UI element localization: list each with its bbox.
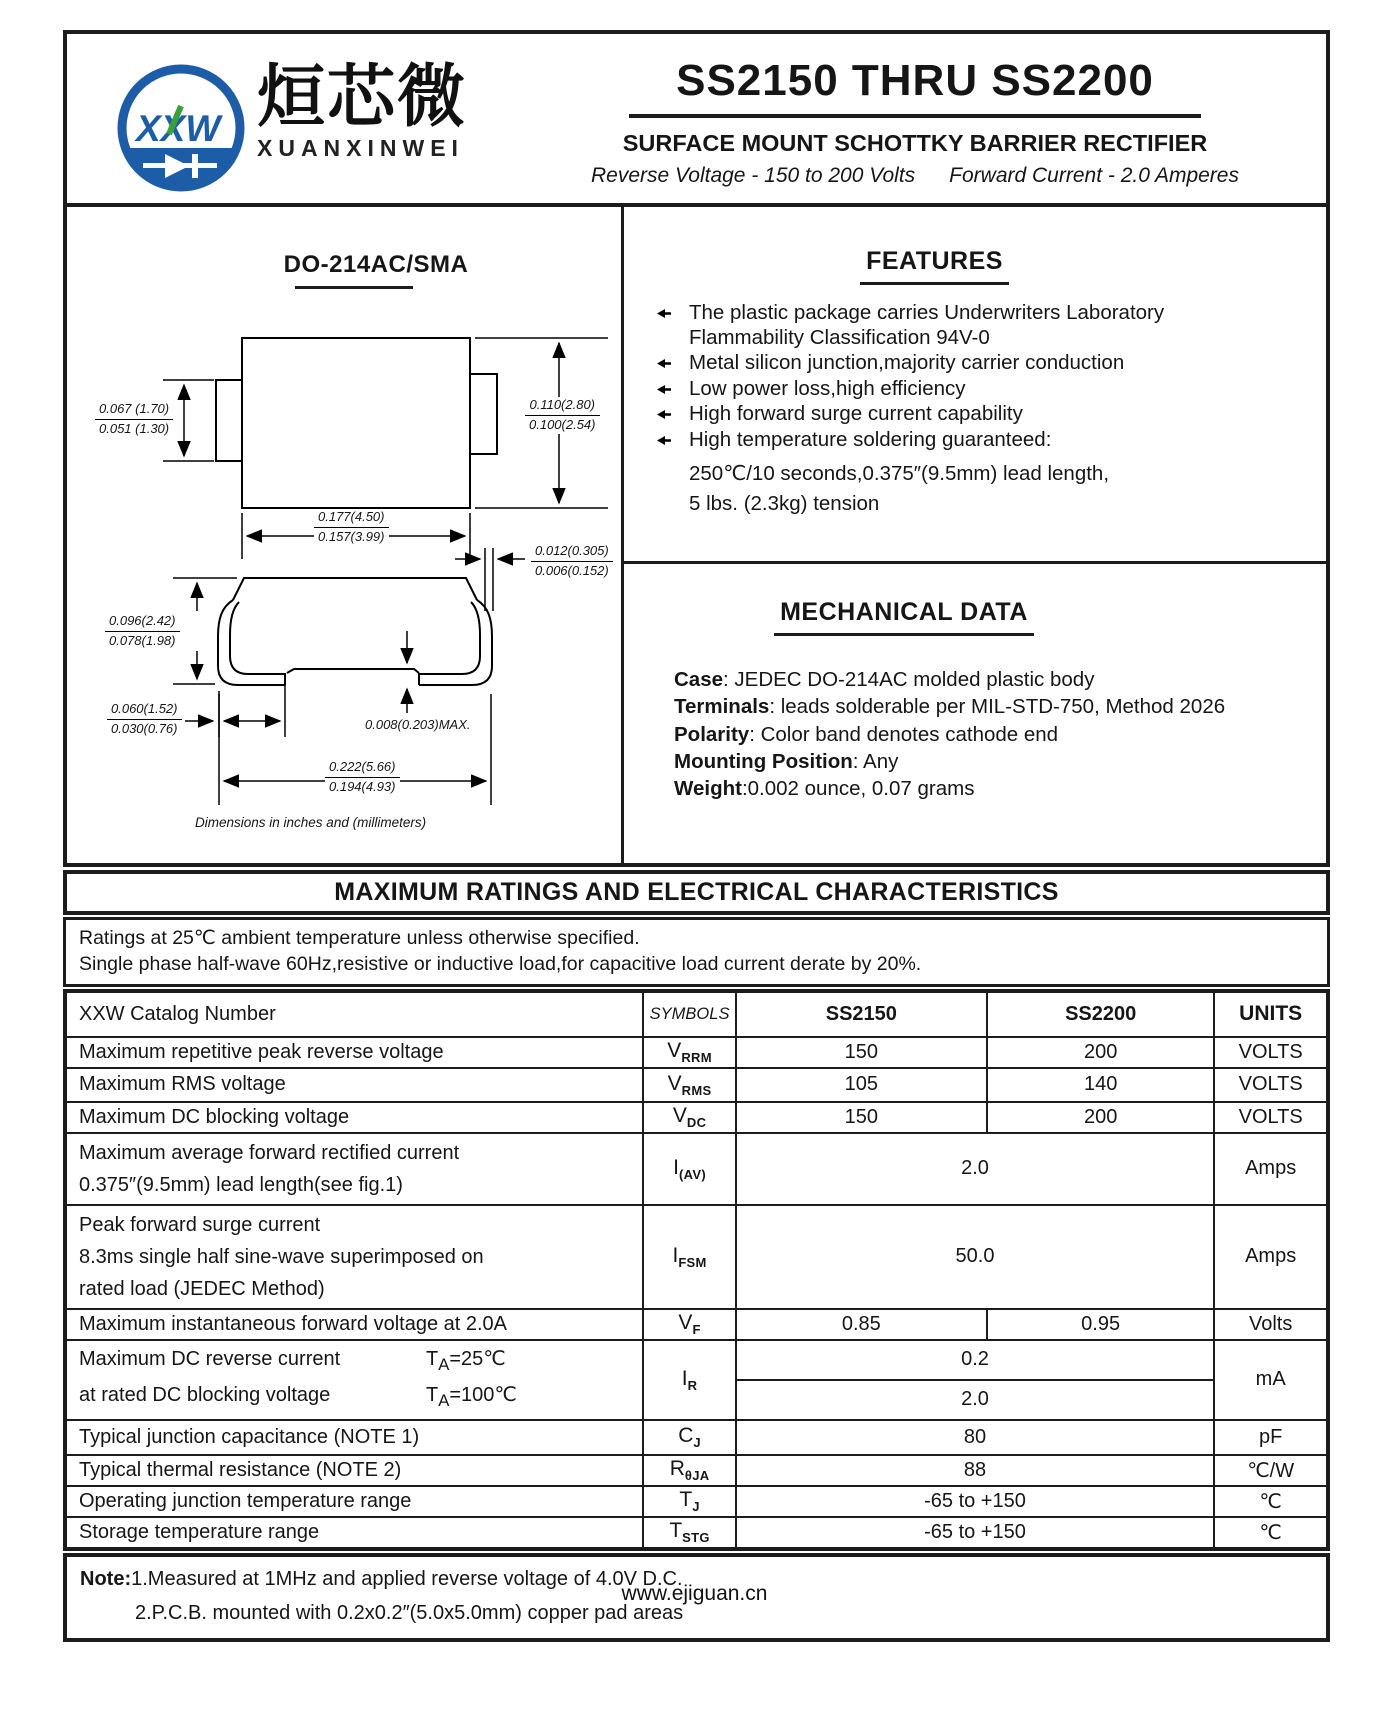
value-cell: 50.0 [736,1205,1215,1309]
dim-max: 0.110(2.80) [525,397,600,416]
col-header-ss2200: SS2200 [987,991,1214,1037]
symbol-cell: $T_J$ [643,1486,735,1517]
units-cell: pF [1214,1420,1328,1455]
dim-label-profile-height [105,613,180,650]
mech-item-case: Case: JEDEC DO-214AC molded plastic body [674,668,1095,691]
value-cell: 140 [987,1068,1214,1102]
soldering-details [689,459,1306,521]
table-row [65,1420,1328,1455]
body-top-view [242,338,470,508]
ratings-title-band [63,870,1330,915]
reverse-voltage-range: Reverse Voltage - 150 to 200 Volts [591,164,916,188]
arrow-bullet-icon [657,308,673,319]
units-cell: ℃ [1214,1486,1328,1517]
param-cell: Maximum DC blocking voltage [65,1102,643,1133]
value-cell: 150 [736,1037,987,1068]
dim-max: 0.096(2.42) [105,613,180,632]
mech-item-terminals: Terminals: leads solderable per MIL-STD-750, Method 2026 [674,695,1226,719]
col-header-ss2150: SS2150 [736,991,987,1037]
dim-min: 0.100(2.54) [529,416,596,432]
soldering-detail-line: 5 lbs. (2.3kg) tension [689,492,880,516]
mech-item-polarity: Polarity: Color band denotes cathode end [674,722,1059,746]
dim-label-body-height [525,397,600,434]
symbol-cell: $I_R$ [643,1340,735,1420]
arrow-bullet-icon [657,384,673,395]
diode-cathode-bar [192,154,198,178]
param-cell: Storage temperature range [65,1517,643,1549]
value-cell: 2.0 [736,1133,1215,1205]
table-row [65,1309,1328,1340]
xxw-logo-icon [115,62,247,194]
param-cell: Typical thermal resistance (NOTE 2) [65,1455,643,1486]
symbol-cell: $V_F$ [643,1309,735,1340]
dim-min: 0.078(1.98) [109,632,176,648]
feature-text: Low power loss,high efficiency [689,376,966,400]
ratings-summary-line [522,164,1308,188]
title-block [522,58,1308,188]
features-heading: FEATURES [652,247,1217,285]
ratings-conditions [63,917,1330,987]
test-condition: $T_A=100℃$ [426,1383,517,1410]
symbol-cell: $V_{RRM}$ [643,1037,735,1068]
right-lead-tab [470,374,497,454]
param-cell: Maximum average forward rectified current 0.375″(9.5mm) lead length(see fig.1) [65,1133,643,1205]
right-column [624,207,1326,863]
feature-item [652,402,1227,427]
dim-max: 0.067 (1.70) [95,401,173,420]
units-cell: mA [1214,1340,1328,1420]
symbol-cell: $C_J$ [643,1420,735,1455]
note-line-1: Note:1.Measured at 1MHz and applied reverse voltage of 4.0V D.C. [80,1567,683,1590]
note-line-2: 2.P.C.B. mounted with 0.2x0.2″(5.0x5.0mm) copper pad areas [135,1601,684,1624]
table-row [65,1486,1328,1517]
param-cell: Maximum DC reverse current $T_A=25℃$ at rated DC blocking voltage $T_A=100℃$ [65,1340,643,1420]
feature-item [652,428,1227,453]
arrow-bullet-icon [657,358,673,369]
content-frame [63,30,1330,1642]
feature-item [652,301,1227,350]
symbol-cell: $R_{\theta JA}$ [643,1455,735,1486]
arrow-bullet-icon [657,409,673,420]
value-cell: 0.2 [736,1340,1215,1380]
param-cell: Maximum instantaneous forward voltage at 2.0A [65,1309,643,1340]
soldering-detail-line: 250℃/10 seconds,0.375″(9.5mm) lead length, [689,461,1110,485]
param-cell: Maximum repetitive peak reverse voltage [65,1037,643,1068]
test-condition: $T_A=25℃$ [426,1347,506,1374]
table-row [65,1340,1328,1380]
mechanical-data-body [674,666,1286,802]
symbol-cell: $I_{(AV)}$ [643,1133,735,1205]
table-row [65,1133,1328,1205]
dim-max: 0.177(4.50) [314,509,389,528]
value-cell: 2.0 [736,1380,1215,1420]
logo-romanized-name: XUANXINWEI [257,135,464,162]
dimensions-caption: Dimensions in inches and (millimeters) [195,815,427,830]
arrow-bullet-icon [657,435,673,446]
table-row [65,1205,1328,1309]
symbol-cell: $V_{RMS}$ [643,1068,735,1102]
dim-label-overall-width [325,759,400,796]
right-lead-outer [419,600,492,685]
value-cell: 80 [736,1420,1215,1455]
title-underline [629,114,1201,118]
mech-item-mounting: Mounting Position: Any [674,749,899,773]
dim-label-tab-height [95,401,173,438]
units-cell: VOLTS [1214,1102,1328,1133]
features-list [652,301,1227,453]
features-section [624,207,1326,564]
mech-item-weight: Weight:0.002 ounce, 0.07 grams [674,777,975,800]
units-cell: Amps [1214,1205,1328,1309]
dim-label-standoff: 0.008(0.203)MAX. [365,717,471,732]
value-cell: 0.95 [987,1309,1214,1340]
col-header-catalog: XXW Catalog Number [65,991,643,1037]
package-name: DO-214AC/SMA [283,251,469,278]
device-subtitle: SURFACE MOUNT SCHOTTKY BARRIER RECTIFIER [622,130,1208,157]
col-header-symbols: SYMBOLS [643,991,735,1037]
note-label: Note: [80,1567,132,1590]
dim-min: 0.157(3.99) [318,528,385,544]
ratings-title: MAXIMUM RATINGS AND ELECTRICAL CHARACTERISTICS [334,878,1059,906]
value-cell: 150 [736,1102,987,1133]
dim-label-body-width [314,509,389,546]
symbol-cell: $V_{DC}$ [643,1102,735,1133]
dim-max: 0.222(5.66) [325,759,400,778]
dim-max: 0.060(1.52) [107,701,182,720]
left-lead-outer [218,600,285,685]
ratings-table-wrap [63,989,1330,1551]
body-side-top [233,578,477,600]
right-lead-inner [419,602,480,685]
page-title: SS2150 THRU SS2200 [676,56,1154,105]
condition-line: Single phase half-wave 60Hz,resistive or inductive load,for capacitive load current derate by 20%. [79,953,922,976]
dim-min: 0.006(0.152) [535,562,609,578]
units-cell: VOLTS [1214,1068,1328,1102]
dim-label-foot-length [107,701,182,738]
logo-chinese-name: 烜芯微 [257,59,468,135]
symbol-cell: $T_{STG}$ [643,1517,735,1549]
dim-min: 0.030(0.76) [111,720,178,736]
value-cell: -65 to +150 [736,1486,1215,1517]
value-cell: 0.85 [736,1309,987,1340]
forward-current-range: Forward Current - 2.0 Amperes [949,164,1239,188]
units-cell: Volts [1214,1309,1328,1340]
dim-min: 0.194(4.93) [329,778,396,794]
feature-text: High forward surge current capability [689,402,1023,426]
value-cell: -65 to +150 [736,1517,1215,1549]
feature-item [652,351,1227,376]
left-lead-tab [216,380,242,461]
feature-item [652,377,1227,402]
param-cell: Typical junction capacitance (NOTE 1) [65,1420,643,1455]
left-lead-inner [230,602,285,685]
table-row [65,1068,1328,1102]
param-cell: Operating junction temperature range [65,1486,643,1517]
header [63,30,1330,207]
col-header-units: UNITS [1214,991,1328,1037]
condition-line: Ratings at 25℃ ambient temperature unless otherwise specified. [79,927,640,949]
footer-website: www.ejiguan.cn [621,1582,768,1605]
mechanical-data-heading: MECHANICAL DATA [674,598,1134,636]
ratings-table [63,989,1330,1551]
units-cell: ℃ [1214,1517,1328,1549]
body-underside [287,669,419,673]
feature-text: The plastic package carries Underwriters Laboratory Flammability Classification 94V-0 [689,301,1165,349]
symbol-cell: $I_{FSM}$ [643,1205,735,1309]
units-cell: Amps [1214,1133,1328,1205]
mechanical-data-section [624,564,1326,863]
units-cell: ℃/W [1214,1455,1328,1486]
table-row [65,1455,1328,1486]
param-cell: Maximum RMS voltage [65,1068,643,1102]
company-logo [115,59,468,194]
dim-max: 0.012(0.305) [531,543,613,562]
value-cell: 200 [987,1037,1214,1068]
middle-section [63,207,1330,867]
table-row [65,1037,1328,1068]
table-row [65,1517,1328,1549]
feature-text: Metal silicon junction,majority carrier conduction [689,351,1125,375]
param-cell: Peak forward surge current 8.3ms single half sine-wave superimposed on rated load (JEDEC Method) [65,1205,643,1309]
feature-text: High temperature soldering guaranteed: [689,427,1052,451]
package-drawing-panel [67,207,624,863]
dim-label-lead-thickness [531,543,613,580]
logo-text [257,59,468,162]
value-cell: 88 [736,1455,1215,1486]
units-cell: VOLTS [1214,1037,1328,1068]
logo-xxw-text: XXW [136,108,221,149]
value-cell: 200 [987,1102,1214,1133]
dim-min: 0.051 (1.30) [99,420,170,436]
value-cell: 105 [736,1068,987,1102]
table-header-row [65,991,1328,1037]
table-row [65,1102,1328,1133]
